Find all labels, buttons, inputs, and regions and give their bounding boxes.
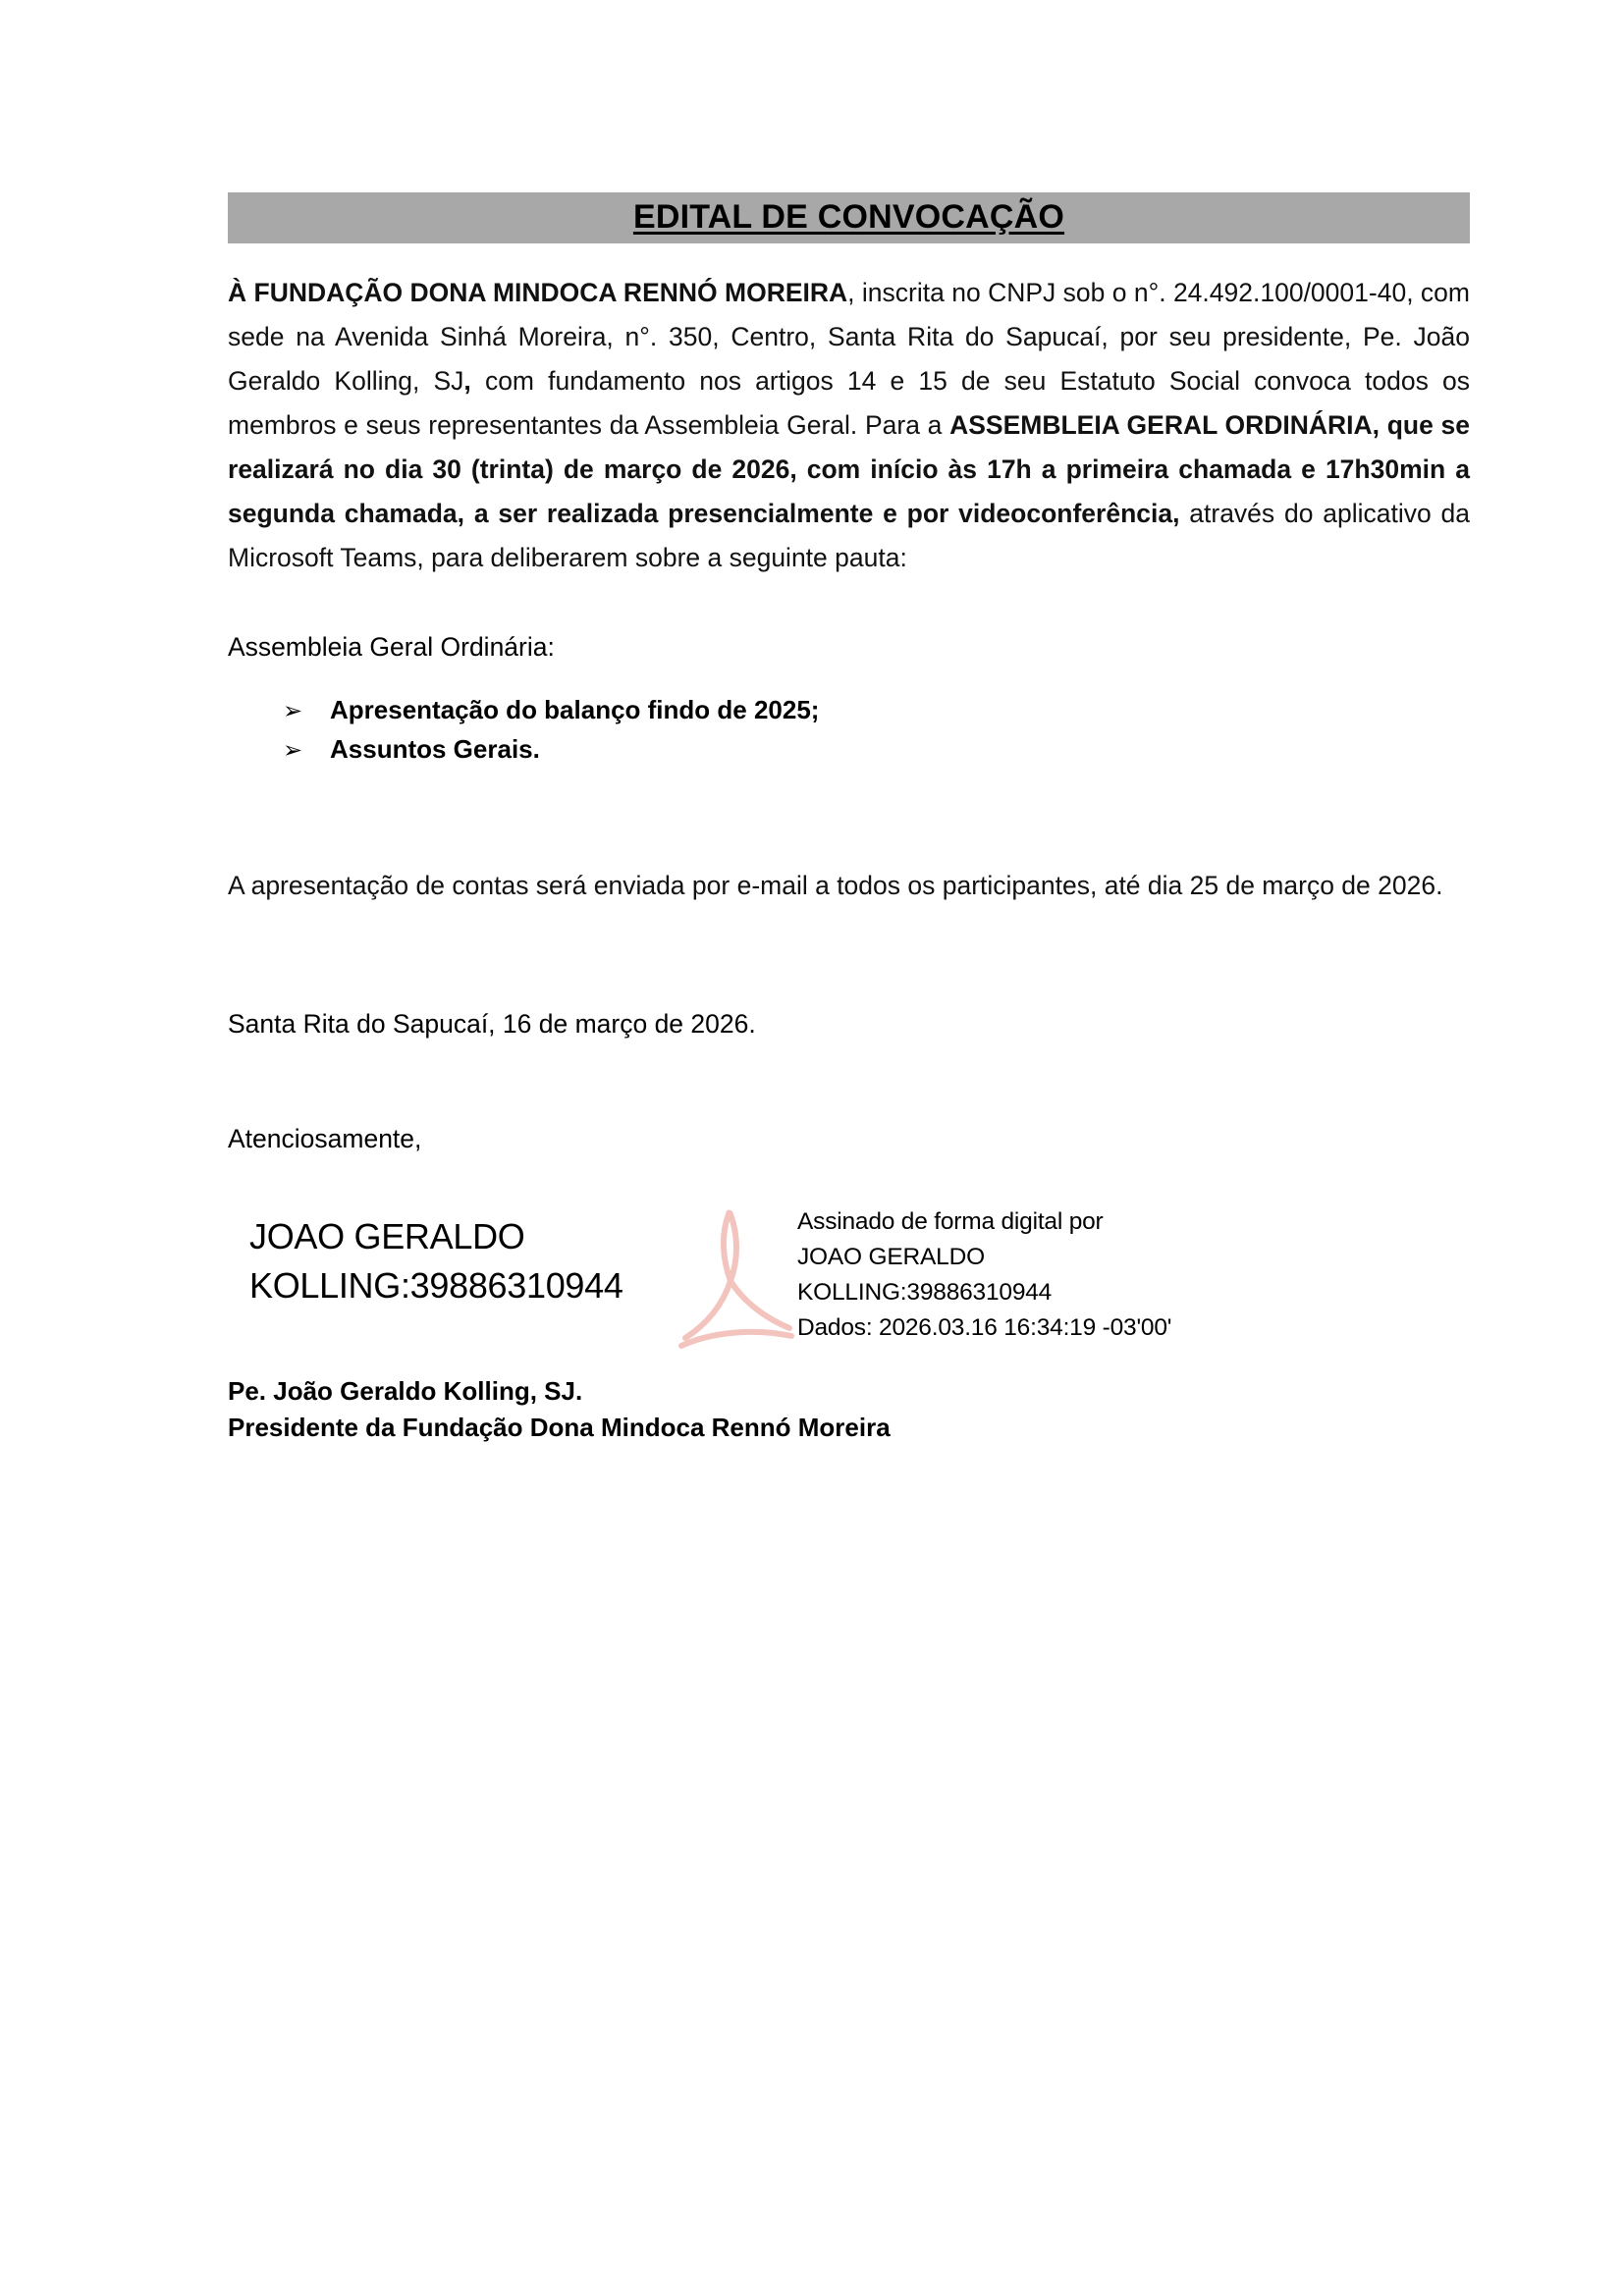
signature-detail-line-1: Assinado de forma digital por — [797, 1208, 1104, 1235]
spacer — [228, 669, 1470, 691]
intro-text-part-3: através do aplicativo da Microsoft Teams, para deliberarem sobre a seguinte pauta: — [228, 499, 1470, 572]
signature-stamp-name — [249, 1212, 760, 1310]
notice-paragraph: A apresentação de contas será enviada por e-mail a todos os participantes, até dia 25 de março de 2026. — [228, 871, 1443, 900]
arrow-bullet-icon: ➢ — [283, 737, 303, 764]
spacer — [228, 580, 1470, 625]
page-title: EDITAL DE CONVOCAÇÃO — [632, 198, 1065, 236]
document-content — [228, 192, 1470, 1446]
agenda-list — [228, 691, 1470, 770]
signature-detail-line-3: KOLLING:39886310944 — [797, 1279, 1053, 1306]
closing-block — [228, 1373, 1470, 1446]
title-band — [228, 192, 1470, 243]
signature-stamp-name-line-1: JOAO GERALDO — [249, 1216, 525, 1256]
signer-name: Pe. João Geraldo Kolling, SJ. — [228, 1376, 583, 1406]
spacer — [228, 908, 1470, 1002]
signature-details — [797, 1204, 1406, 1346]
list-item-label: Assuntos Gerais. — [330, 734, 540, 764]
signer-role: Presidente da Fundação Dona Mindoca Rennó Moreira — [228, 1413, 891, 1442]
intro-paragraph — [228, 271, 1470, 580]
organization-name: À FUNDAÇÃO DONA MINDOCA RENNÓ MOREIRA — [228, 278, 848, 307]
intro-comma: , — [463, 366, 471, 396]
arrow-bullet-icon: ➢ — [283, 698, 303, 724]
place-date-line: Santa Rita do Sapucaí, 16 de março de 2026. — [228, 1009, 756, 1039]
intro-text-part-2: com fundamento nos artigos 14 e 15 de seu Estatuto Social convoca todos os membros e seus representantes da Assembleia Geral. Para a — [228, 366, 1470, 440]
intro-text-part-1: , inscrita no CNPJ sob o n°. 24.492.100/0001-40, com sede na Avenida Sinhá Moreira, n°. 350, Centro, Santa Rita do Sapucaí, por seu presidente, Pe. João Geraldo Kolling, SJ — [228, 278, 1470, 396]
signature-detail-line-2: JOAO GERALDO — [797, 1244, 985, 1270]
list-item — [228, 730, 1470, 770]
list-item-label: Apresentação do balanço findo de 2025; — [330, 695, 820, 724]
agenda-heading: Assembleia Geral Ordinária: — [228, 632, 555, 662]
list-item — [228, 691, 1470, 730]
assembly-details: ASSEMBLEIA GERAL ORDINÁRIA, que se realizará no dia 30 (trinta) de março de 2026, com início às 17h a primeira chamada e 17h30min a segunda chamada, a ser realizada presencialmente e por videoconferência, — [228, 410, 1471, 528]
signature-stamp-name-line-2: KOLLING:39886310944 — [249, 1265, 623, 1306]
spacer — [228, 770, 1470, 864]
signature-detail-line-4: Dados: 2026.03.16 16:34:19 -03'00' — [797, 1314, 1172, 1341]
digital-signature-block — [228, 1197, 1470, 1365]
salutation-line: Atenciosamente, — [228, 1124, 422, 1153]
spacer — [228, 1046, 1470, 1117]
